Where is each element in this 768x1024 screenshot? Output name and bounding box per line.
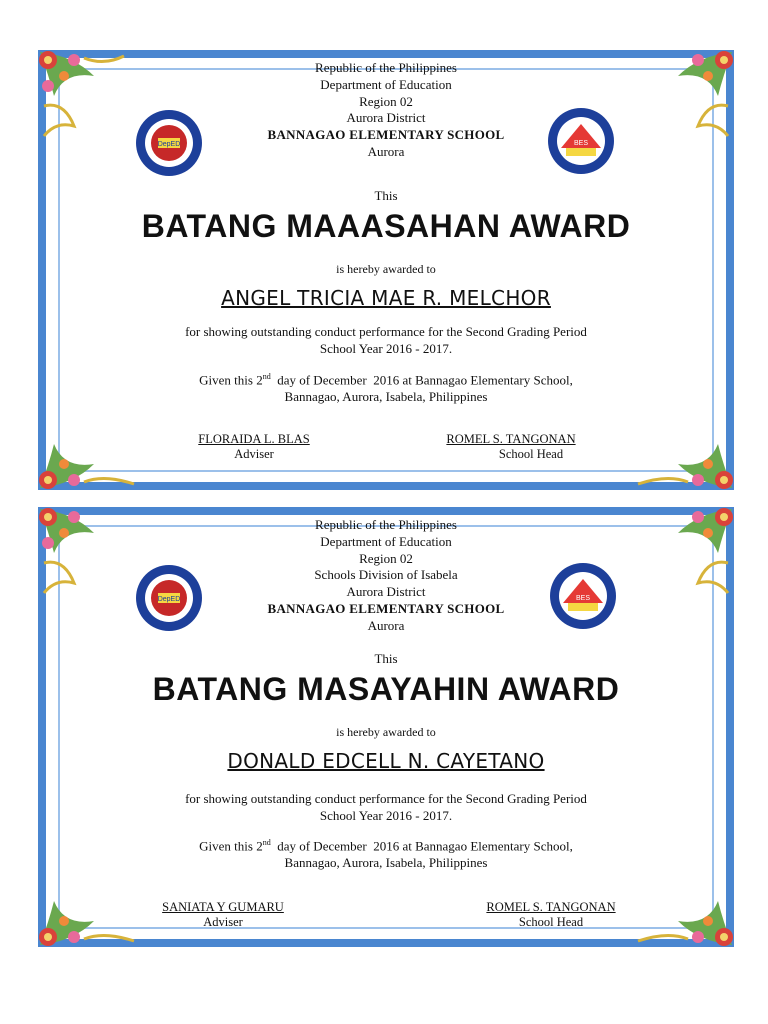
given-line: Given this 2nd day of December 2016 at Bannagao Elementary School, [199,372,573,388]
school-head-signature [458,900,644,930]
adviser-title: Adviser [203,915,243,929]
adviser-name: SANIATA Y GUMARU [162,900,284,914]
school-head-name: ROMEL S. TANGONAN [446,432,576,446]
seal-center-label: DepED [157,596,181,603]
given-location-line: Bannagao, Aurora, Isabela, Philippines [284,855,488,871]
awarded-to-label: is hereby awarded to [336,725,436,739]
header-line: Republic of the Philippines [315,60,457,75]
school-head-title: School Head [498,447,564,461]
reason-line: for showing outstanding conduct performance for the Second Grading Period [185,791,587,806]
header-line: Department of Education [320,76,452,92]
this-label: This [374,188,398,203]
header-line: Schools Division of Isabela [314,567,458,583]
header-line: Aurora District [346,584,426,600]
school-town: Aurora [367,617,405,633]
seal-center-label: BES [575,595,591,602]
school-year-line: School Year 2016 - 2017. [319,341,453,356]
header-line: Region 02 [359,550,413,566]
awardee-name: ANGEL TRICIA MAE R. MELCHOR [221,286,551,310]
school-head-title: School Head [518,915,584,929]
awardee-name: DONALD EDCELL N. CAYETANO [227,749,545,773]
school-name: BANNAGAO ELEMENTARY SCHOOL [267,600,505,616]
school-town: Aurora [367,143,405,159]
header-line: Republic of the Philippines [315,517,457,532]
adviser-name: FLORAIDA L. BLAS [198,432,310,446]
given-line: Given this 2nd day of December 2016 at Bannagao Elementary School, [199,838,573,854]
seal-center-label: BES [573,140,589,147]
adviser-title: Adviser [234,447,274,461]
header-line: Region 02 [359,93,413,109]
school-head-signature [418,432,604,462]
given-location-line: Bannagao, Aurora, Isabela, Philippines [284,389,488,405]
this-label: This [374,651,398,666]
header-line: Department of Education [320,533,452,549]
school-year-line: School Year 2016 - 2017. [319,808,453,823]
school-name: BANNAGAO ELEMENTARY SCHOOL [267,127,505,143]
reason-line: for showing outstanding conduct performance for the Second Grading Period [185,324,587,339]
award-title: BATANG MASAYAHIN AWARD [152,671,620,707]
school-head-name: ROMEL S. TANGONAN [486,900,616,914]
adviser-signature [174,432,334,462]
award-title: BATANG MAAASAHAN AWARD [141,208,631,244]
seal-center-label: DepED [157,141,181,148]
header-line: Aurora District [346,110,426,126]
certificate-2 [38,507,734,947]
adviser-signature [138,900,308,930]
awarded-to-label: is hereby awarded to [336,262,436,276]
certificate-1 [38,50,734,490]
